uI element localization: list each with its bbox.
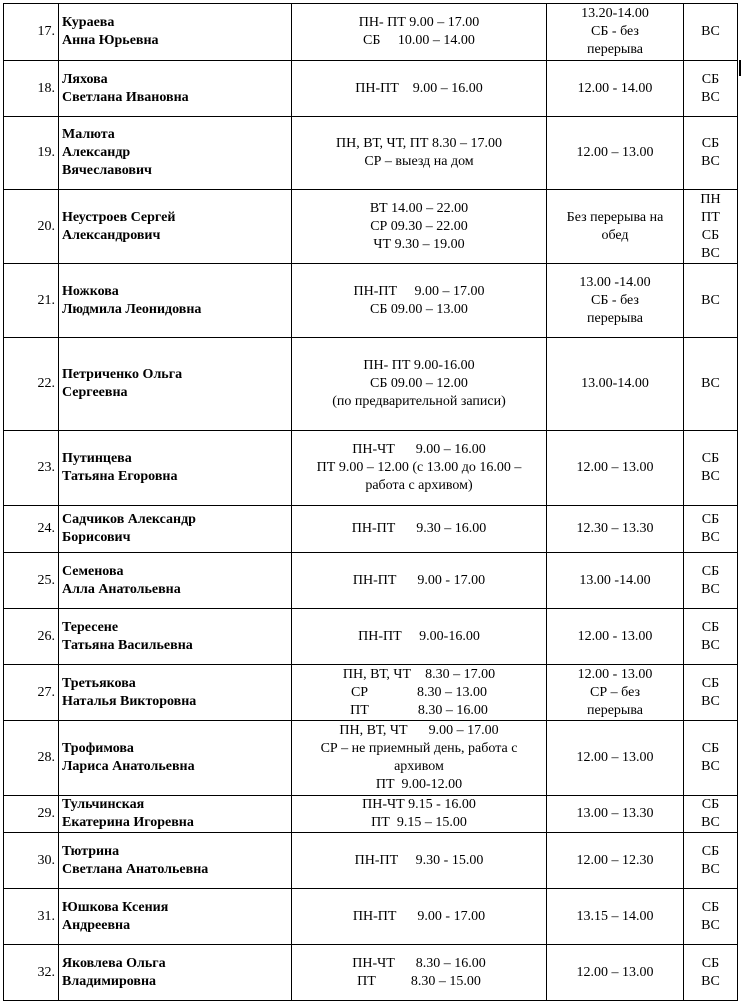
- row-number: [4, 721, 59, 796]
- working-hours: [292, 506, 547, 553]
- lunch-break: [547, 945, 684, 1001]
- lawyer-name-line: Борисович: [62, 530, 131, 545]
- lunch-break-line: СБ - без: [591, 292, 639, 308]
- table-row: [4, 665, 738, 721]
- lawyer-name-line: Ножкова: [62, 283, 119, 299]
- lunch-break: [547, 506, 684, 553]
- row-number-line: 24.: [37, 521, 55, 536]
- working-hours: [292, 889, 547, 945]
- working-hours-line: ПТ 9.15 – 15.00: [371, 815, 467, 830]
- working-hours: [292, 553, 547, 609]
- table-row: [4, 4, 738, 61]
- working-hours: [292, 609, 547, 665]
- lawyer-name-line: Юшкова Ксения: [62, 899, 169, 915]
- row-number-line: 19.: [37, 145, 55, 160]
- working-hours: [292, 721, 547, 796]
- days-off-line: ВС: [701, 693, 720, 709]
- table-row: [4, 431, 738, 506]
- lunch-break: [547, 665, 684, 721]
- lunch-break-line: перерыва: [587, 42, 643, 57]
- lawyer-name-line: Светлана Ивановна: [62, 89, 189, 105]
- lunch-break: [547, 553, 684, 609]
- days-off-line: СБ: [701, 512, 720, 527]
- working-hours: [292, 665, 547, 721]
- scroll-marker: [739, 60, 741, 76]
- lunch-break-line: СР – без: [590, 684, 640, 700]
- row-number-line: 31.: [37, 908, 55, 924]
- days-off-line: ВС: [701, 24, 720, 39]
- table-row: [4, 553, 738, 609]
- lunch-break-line: 12.00 - 13.00: [577, 628, 653, 644]
- row-number-line: 17.: [37, 24, 55, 39]
- row-number: [4, 431, 59, 506]
- lawyer-name-line: Татьяна Васильевна: [62, 637, 193, 653]
- lunch-break-line: 13.00-14.00: [581, 376, 649, 391]
- table-row: [4, 117, 738, 190]
- working-hours-line: СБ 10.00 – 14.00: [363, 33, 475, 48]
- working-hours-line: СР – выезд на дом: [364, 154, 474, 169]
- days-off-line: ВС: [701, 469, 720, 484]
- working-hours-line: ПН-ПТ 9.00 - 17.00: [352, 908, 486, 924]
- lunch-break-line: 12.00 – 13.00: [576, 750, 654, 765]
- days-off-line: ВС: [701, 861, 720, 877]
- days-off-line: ВС: [701, 154, 720, 169]
- days-off-line: ВС: [701, 292, 720, 308]
- days-off: [684, 506, 738, 553]
- working-hours: [292, 338, 547, 431]
- lunch-break-line: 13.00 – 13.30: [576, 806, 654, 821]
- lawyer-name-line: Ляхова: [62, 71, 108, 87]
- row-number-line: 23.: [37, 460, 55, 475]
- lawyer-name: [59, 889, 292, 945]
- working-hours-line: ПН, ВТ, ЧТ, ПТ 8.30 – 17.00: [336, 136, 502, 151]
- table-row: [4, 833, 738, 889]
- lawyer-name: [59, 665, 292, 721]
- lawyer-name: [59, 833, 292, 889]
- working-hours-line: СР 09.30 – 22.00: [370, 218, 468, 234]
- days-off-line: ПТ: [701, 209, 720, 225]
- lawyer-name: [59, 61, 292, 117]
- working-hours-line: ПН-ПТ 9.00 – 16.00: [355, 80, 483, 96]
- row-number-line: 18.: [37, 80, 55, 96]
- lunch-break-line: 13.15 – 14.00: [576, 908, 654, 924]
- working-hours-line: ПТ 8.30 – 15.00: [357, 973, 481, 989]
- lunch-break-line: 12.00 - 13.00: [577, 666, 653, 682]
- days-off-line: ВС: [701, 530, 720, 545]
- working-hours-line: работа с архивом): [365, 478, 473, 493]
- row-number: [4, 61, 59, 117]
- row-number: [4, 117, 59, 190]
- row-number-line: 20.: [37, 218, 55, 234]
- working-hours-line: ПТ 9.00-12.00: [375, 777, 463, 792]
- lawyer-name-line: Неустроев Сергей: [62, 209, 176, 225]
- lawyer-name-line: Алла Анатольевна: [62, 581, 181, 597]
- working-hours-line: ПН, ВТ, ЧТ 8.30 – 17.00: [342, 666, 496, 682]
- working-hours-line: ПН-ЧТ 9.15 - 16.00: [362, 797, 476, 812]
- row-number-line: 32.: [37, 964, 55, 980]
- lawyer-name-line: Татьяна Егоровна: [62, 469, 178, 484]
- lawyer-name: [59, 4, 292, 61]
- row-number: [4, 609, 59, 665]
- working-hours: [292, 945, 547, 1001]
- days-off: [684, 190, 738, 264]
- row-number-line: 27.: [37, 684, 55, 700]
- working-hours-line: ПН-ЧТ 8.30 – 16.00: [352, 955, 486, 971]
- table-row: [4, 506, 738, 553]
- row-number: [4, 4, 59, 61]
- lawyer-name-line: Кураева: [62, 15, 115, 30]
- lunch-break-line: 13.00 -14.00: [579, 572, 651, 588]
- lawyer-name-line: Анна Юрьевна: [62, 33, 159, 48]
- working-hours-line: ПН-ПТ 9.00-16.00: [358, 628, 480, 644]
- lawyer-name-line: Садчиков Александр: [62, 512, 196, 527]
- working-hours: [292, 796, 547, 833]
- working-hours: [292, 190, 547, 264]
- days-off: [684, 609, 738, 665]
- lawyer-name: [59, 190, 292, 264]
- row-number: [4, 338, 59, 431]
- lawyer-name: [59, 796, 292, 833]
- table-row: [4, 945, 738, 1001]
- lunch-break-line: СБ - без: [591, 24, 639, 39]
- days-off: [684, 553, 738, 609]
- days-off: [684, 61, 738, 117]
- lawyer-name: [59, 431, 292, 506]
- days-off-line: СБ: [701, 619, 720, 635]
- lawyer-name-line: Светлана Анатольевна: [62, 861, 209, 877]
- lunch-break-line: 12.00 – 13.00: [576, 964, 654, 980]
- lawyer-name: [59, 609, 292, 665]
- days-off-line: ВС: [701, 245, 720, 261]
- days-off-line: ВС: [701, 917, 720, 933]
- days-off-line: СБ: [701, 899, 720, 915]
- lawyer-name: [59, 945, 292, 1001]
- days-off-line: ВС: [701, 376, 720, 391]
- lawyer-name: [59, 264, 292, 338]
- row-number: [4, 264, 59, 338]
- lunch-break: [547, 338, 684, 431]
- working-hours-line: СР – не приемный день, работа с: [320, 741, 518, 756]
- days-off: [684, 338, 738, 431]
- days-off-line: СБ: [701, 955, 720, 971]
- working-hours-line: ПТ 9.00 – 12.00 (с 13.00 до 16.00 –: [316, 460, 522, 475]
- working-hours: [292, 61, 547, 117]
- days-off: [684, 721, 738, 796]
- lawyer-name-line: Наталья Викторовна: [62, 693, 197, 709]
- lunch-break-line: 12.00 – 12.30: [576, 852, 654, 868]
- working-hours: [292, 117, 547, 190]
- days-off-line: ВС: [701, 973, 720, 989]
- working-hours-line: ПН-ЧТ 9.00 – 16.00: [352, 442, 486, 457]
- days-off: [684, 665, 738, 721]
- days-off-line: СБ: [701, 563, 720, 579]
- working-hours-line: ПН-ПТ 9.00 - 17.00: [352, 572, 486, 588]
- days-off-line: ВС: [701, 89, 720, 105]
- lawyer-name-line: Тютрина: [62, 843, 120, 859]
- lawyer-name-line: Трофимова: [62, 741, 134, 756]
- lunch-break-line: 12.00 – 13.00: [576, 460, 654, 475]
- lawyer-name-line: Александр: [62, 145, 131, 160]
- days-off-line: ВС: [701, 815, 720, 830]
- lawyer-name-line: Андреевна: [62, 917, 131, 933]
- days-off: [684, 796, 738, 833]
- lunch-break-line: обед: [601, 227, 629, 243]
- days-off-line: СБ: [701, 71, 720, 87]
- days-off: [684, 889, 738, 945]
- lawyer-name-line: Путинцева: [62, 451, 132, 466]
- lunch-break: [547, 264, 684, 338]
- working-hours-line: ПН-ПТ 9.30 - 15.00: [354, 852, 484, 868]
- working-hours-line: ЧТ 9.30 – 19.00: [373, 236, 465, 252]
- lawyer-name-line: Тересене: [62, 619, 119, 635]
- days-off: [684, 431, 738, 506]
- row-number-line: 30.: [37, 852, 55, 868]
- days-off-line: СБ: [701, 741, 720, 756]
- lunch-break: [547, 4, 684, 61]
- working-hours-line: СБ 09.00 – 13.00: [370, 301, 468, 317]
- lawyer-name-line: Малюта: [62, 127, 115, 142]
- working-hours-line: СБ 09.00 – 12.00: [370, 376, 468, 391]
- row-number: [4, 506, 59, 553]
- days-off-line: ПН: [700, 191, 721, 207]
- lunch-break: [547, 431, 684, 506]
- lawyer-name-line: Вячеславович: [62, 163, 152, 178]
- lunch-break-line: 13.00 -14.00: [579, 274, 651, 290]
- days-off-line: СБ: [701, 797, 720, 812]
- working-hours: [292, 431, 547, 506]
- working-hours-line: ВТ 14.00 – 22.00: [369, 200, 469, 216]
- working-hours-line: ПТ 8.30 – 16.00: [350, 702, 488, 718]
- lawyer-name-line: Александрович: [62, 227, 161, 243]
- days-off-line: СБ: [701, 227, 720, 243]
- lunch-break-line: 12.30 – 13.30: [576, 521, 654, 536]
- lunch-break: [547, 609, 684, 665]
- table-row: [4, 796, 738, 833]
- days-off-line: СБ: [701, 451, 720, 466]
- row-number: [4, 553, 59, 609]
- lunch-break: [547, 833, 684, 889]
- working-hours-line: (по предварительной записи): [332, 394, 506, 409]
- table-row: [4, 889, 738, 945]
- lawyer-name: [59, 338, 292, 431]
- lawyer-name-line: Третьякова: [62, 675, 136, 691]
- row-number-line: 25.: [37, 572, 55, 588]
- lunch-break: [547, 61, 684, 117]
- row-number: [4, 796, 59, 833]
- working-hours-line: ПН-ПТ 9.30 – 16.00: [351, 521, 487, 536]
- lawyer-name-line: Сергеевна: [62, 385, 128, 400]
- row-number-line: 29.: [37, 806, 55, 821]
- working-hours: [292, 833, 547, 889]
- lunch-break-line: Без перерыва на: [566, 209, 664, 225]
- days-off-line: СБ: [701, 843, 720, 859]
- days-off: [684, 833, 738, 889]
- schedule-table: [3, 3, 738, 1001]
- working-hours-line: ПН- ПТ 9.00 – 17.00: [358, 15, 480, 30]
- table-row: [4, 721, 738, 796]
- lunch-break-line: перерыва: [587, 310, 643, 326]
- days-off-line: ВС: [701, 581, 720, 597]
- table-row: [4, 190, 738, 264]
- lunch-break: [547, 190, 684, 264]
- working-hours: [292, 4, 547, 61]
- lawyer-name-line: Петриченко Ольга: [62, 367, 183, 382]
- lunch-break: [547, 117, 684, 190]
- row-number: [4, 833, 59, 889]
- working-hours-line: архивом: [394, 759, 444, 774]
- table-row: [4, 338, 738, 431]
- lunch-break: [547, 721, 684, 796]
- working-hours-line: СР 8.30 – 13.00: [350, 684, 488, 700]
- working-hours-line: ПН, ВТ, ЧТ 9.00 – 17.00: [339, 723, 499, 738]
- row-number: [4, 665, 59, 721]
- table-row: [4, 609, 738, 665]
- days-off: [684, 117, 738, 190]
- days-off-line: ВС: [701, 637, 720, 653]
- lunch-break-line: 12.00 – 13.00: [576, 145, 654, 160]
- row-number-line: 21.: [37, 292, 55, 308]
- lawyer-name-line: Екатерина Игоревна: [62, 815, 194, 830]
- lawyer-name-line: Семенова: [62, 563, 124, 579]
- days-off-line: СБ: [701, 675, 720, 691]
- lawyer-name: [59, 721, 292, 796]
- lawyer-name-line: Лариса Анатольевна: [62, 759, 195, 774]
- row-number-line: 28.: [37, 750, 55, 765]
- lawyer-name: [59, 506, 292, 553]
- row-number-line: 22.: [37, 376, 55, 391]
- lawyer-name-line: Тульчинская: [62, 797, 145, 812]
- working-hours: [292, 264, 547, 338]
- lawyer-name: [59, 117, 292, 190]
- days-off-line: ВС: [701, 759, 720, 774]
- row-number: [4, 889, 59, 945]
- row-number: [4, 945, 59, 1001]
- days-off: [684, 4, 738, 61]
- lunch-break: [547, 889, 684, 945]
- lunch-break-line: перерыва: [587, 702, 643, 718]
- days-off-line: СБ: [701, 136, 720, 151]
- lunch-break: [547, 796, 684, 833]
- lawyer-name-line: Яковлева Ольга: [62, 955, 166, 971]
- days-off: [684, 945, 738, 1001]
- table-row: [4, 61, 738, 117]
- working-hours-line: ПН-ПТ 9.00 – 17.00: [353, 283, 485, 299]
- lunch-break-line: 12.00 - 14.00: [577, 80, 653, 96]
- row-number: [4, 190, 59, 264]
- table-row: [4, 264, 738, 338]
- lawyer-name-line: Людмила Леонидовна: [62, 301, 202, 317]
- lawyer-name-line: Владимировна: [62, 973, 157, 989]
- row-number-line: 26.: [37, 628, 55, 644]
- schedule-rows: [4, 4, 738, 1001]
- working-hours-line: ПН- ПТ 9.00-16.00: [363, 358, 475, 373]
- lunch-break-line: 13.20-14.00: [581, 6, 649, 21]
- lawyer-name: [59, 553, 292, 609]
- days-off: [684, 264, 738, 338]
